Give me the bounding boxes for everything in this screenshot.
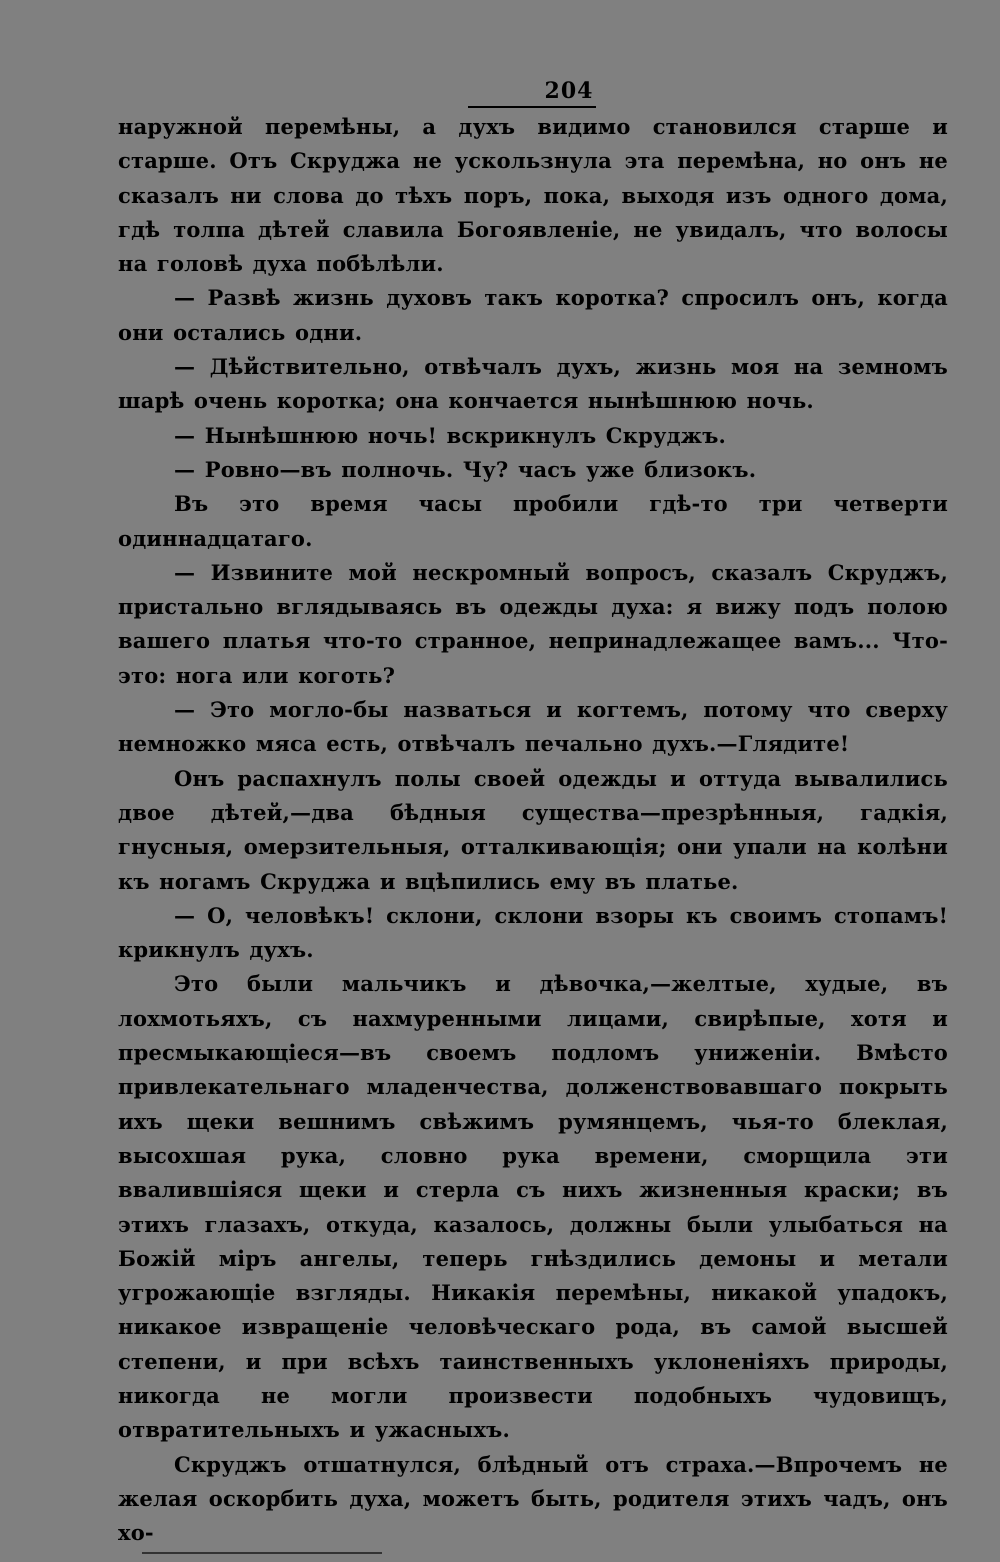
paragraph: Онъ распахнулъ полы своей одежды и оттуда вывалились двое дѣтей,—два бѣдныя существа—презрѣнныя, гадкія, гнусныя, омерзительныя, отталкивающія; они упали на колѣни къ ногамъ Скруджа и вцѣпились ему въ платье. [118,765,948,894]
paragraph: Это были мальчикъ и дѣвочка,—желтые, худые, въ лохмотьяхъ, съ нахмуренными лицами, свирѣпые, хотя и пресмыкающіеся—въ своемъ подломъ униженіи. Вмѣсто привлекательнаго младенчества, долженствовавшаго покрыть ихъ щеки вешнимъ свѣжимъ румянцемъ, чья-то блеклая, высохшая рука, словно рука времени, сморщила эти ввалившіяся щеки и стерла съ нихъ жизненныя краски; въ этихъ глазахъ, откуда, казалось, должны были улыбаться на Божій міръ ангелы, теперь гнѣздились демоны и метали угрожающіе взгляды. Никакія перемѣны, никакой упадокъ, никакое извращеніе человѣческаго рода, въ самой высшей степени, и при всѣхъ таинственныхъ уклоненіяхъ природы, никогда не могли произвести подобныхъ чудовищъ, отвратительныхъ и ужасныхъ. [118,971,948,1443]
paragraph-continuation: наружной перемѣны, а духъ видимо становился старше и старше. Отъ Скруджа не ускользнула эта перемѣна, но онъ не сказалъ ни слова до тѣхъ поръ, пока, выходя изъ одного дома, гдѣ толпа дѣтей славила Богоявленіе, не увидалъ, что волосы на головѣ духа побѣлѣли. [118,114,948,277]
paragraph: Скруджъ отшатнулся, блѣдный отъ страха.—Впрочемъ не желая оскорбить духа, можетъ быть, родителя этихъ чадъ, онъ хо- [118,1451,948,1546]
paragraph: — О, человѣкъ! склони, склони взоры къ своимъ стопамъ! крикнулъ духъ. [118,902,948,963]
page-header [118,72,948,110]
paragraph: — Извините мой нескромный вопросъ, сказалъ Скруджъ, пристально вглядываясь въ одежды духа: я вижу подъ полою вашего платья что-то странное, непринадлежащее вамъ... Что-это: нога или коготь? [118,559,948,688]
paragraph: — Нынѣшнюю ночь! вскрикнулъ Скруджъ. [174,422,727,448]
paragraph: — Это могло-бы назваться и когтемъ, потому что сверху немножко мяса есть, отвѣчалъ печально духъ.—Глядите! [118,697,948,757]
paragraph: — Дѣйствительно, отвѣчалъ духъ, жизнь моя на земномъ шарѣ очень коротка; она кончается нынѣшнюю ночь. [118,354,948,414]
footer-rule [142,1552,382,1554]
paragraph: — Ровно—въ полночь. Чу? часъ уже близокъ. [174,456,757,482]
page-number: 204 [544,78,594,104]
header-rule [468,106,596,108]
body-text [118,110,948,1550]
paragraph: Въ это время часы пробили гдѣ-то три четверти одиннадцатаго. [118,491,948,551]
book-page [118,72,948,1550]
paragraph: — Развѣ жизнь духовъ такъ коротка? спросилъ онъ, когда они остались одни. [118,285,948,345]
